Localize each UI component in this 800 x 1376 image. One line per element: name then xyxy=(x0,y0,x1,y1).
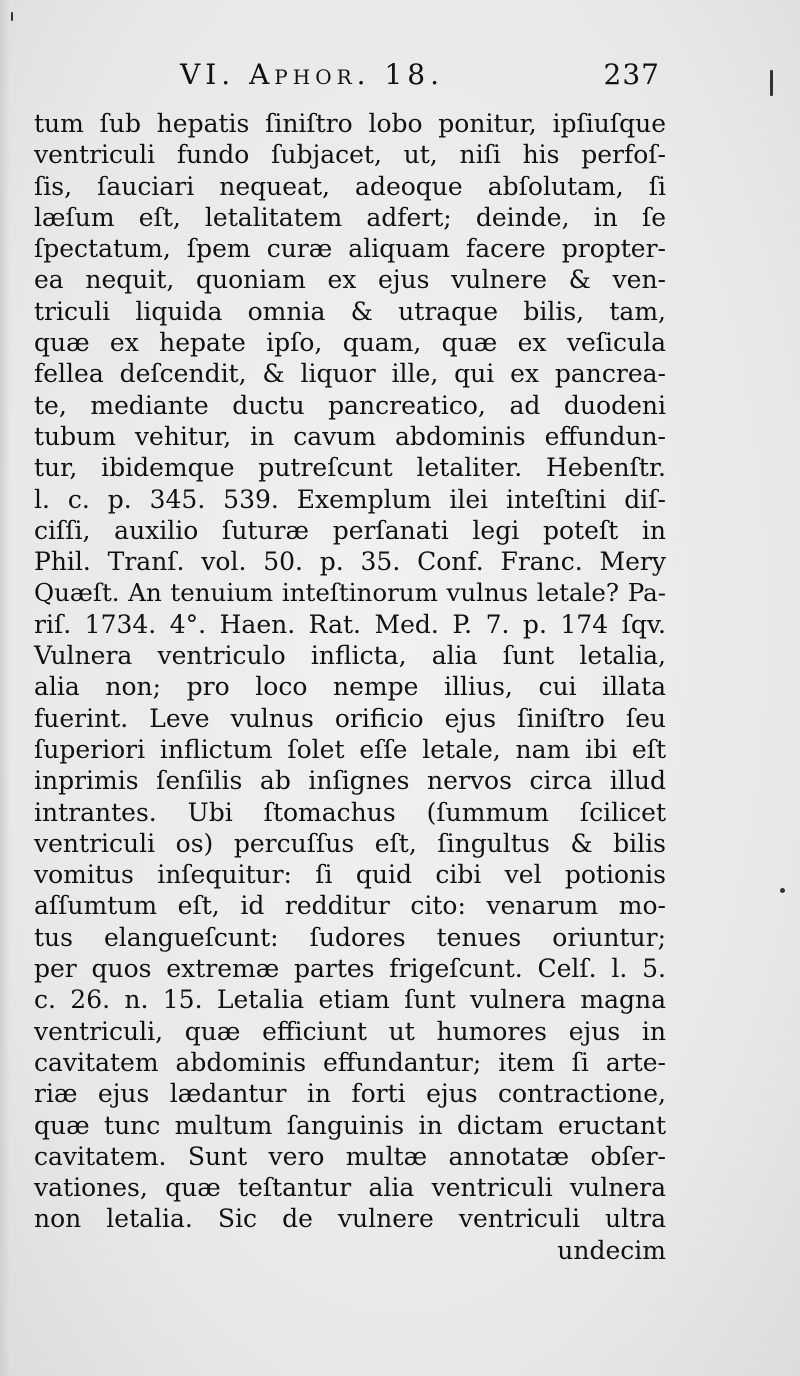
text-line: tur, ibidemque putreſcunt letaliter. Hebenſtr. xyxy=(34,453,666,483)
text-line: tubum vehitur, in cavum abdominis effundun- xyxy=(34,421,666,451)
text-line: triculi liquida omnia & utraque bilis, tam, xyxy=(34,296,666,326)
text-line: fellea deſcendit, & liquor ille, qui ex pancrea- xyxy=(34,359,666,389)
ink-speck xyxy=(11,12,13,21)
text-line: vomitus inſequitur: ſi quid cibi vel potionis xyxy=(34,860,666,890)
text-line: ventriculi, quæ efficiunt ut humores ejus in xyxy=(34,1016,666,1046)
body-text xyxy=(34,108,666,1266)
text-line: vationes, quæ teſtantur alia ventriculi vulnera xyxy=(34,1173,666,1203)
page-number: 237 xyxy=(603,58,660,91)
text-line: quæ tunc multum ſanguinis in dictam eructant xyxy=(34,1110,666,1140)
text-line: aſſumtum eſt, id redditur cito: venarum mo- xyxy=(34,891,666,921)
text-line: tus elangueſcunt: ſudores tenues oriuntur; xyxy=(34,922,666,952)
text-line: c. 26. n. 15. Letalia etiam ſunt vulnera magna xyxy=(34,985,666,1015)
text-line: quæ ex hepate ipſo, quam, quæ ex veſicula xyxy=(34,328,666,358)
text-line: cavitatem. Sunt vero multæ annotatæ obſer- xyxy=(34,1141,666,1171)
running-header xyxy=(180,58,660,98)
text-line: inprimis ſenſilis ab inſignes nervos circa illud xyxy=(34,766,666,796)
text-line: l. c. p. 345. 539. Exemplum ilei inteſtini diſ- xyxy=(34,484,666,514)
text-line: Phil. Tranſ. vol. 50. p. 35. Conf. Franc. Mery xyxy=(34,547,666,577)
text-line: ſpectatum, ſpem curæ aliquam facere propter- xyxy=(34,234,666,264)
text-line: ſis, ſauciari nequeat, adeoque abſolutam, ſi xyxy=(34,171,666,201)
ink-speck xyxy=(780,888,785,893)
text-line: per quos extremæ partes frigeſcunt. Celſ. l. 5. xyxy=(34,954,666,984)
text-line: læſum eſt, letalitatem adfert; deinde, in ſe xyxy=(34,202,666,232)
text-line: cavitatem abdominis effundantur; item ſi arte- xyxy=(34,1047,666,1077)
text-line: tum ſub hepatis ſiniſtro lobo ponitur, ipſiuſque xyxy=(34,109,666,138)
section-heading: VI. Aphor. 18. xyxy=(180,58,444,91)
text-line: alia non; pro loco nempe illius, cui illata xyxy=(34,672,666,702)
page-edge-shadow xyxy=(0,0,10,1376)
text-line: ventriculi os) percuſſus eſt, ſingultus & bilis xyxy=(34,828,666,858)
text-line: riæ ejus lædantur in forti ejus contractione, xyxy=(34,1079,666,1109)
text-line: fuerint. Leve vulnus orificio ejus ſiniſtro ſeu xyxy=(34,703,666,733)
ink-speck xyxy=(770,70,773,96)
text-line: ſuperiori inflictum ſolet eſſe letale, nam ibi eſt xyxy=(34,734,666,764)
text-line: ciſſi, auxilio ſuturæ perſanati legi poteſt in xyxy=(34,515,666,545)
catchword: undecim xyxy=(557,1235,666,1265)
text-line: non letalia. Sic de vulnere ventriculi ultra xyxy=(34,1204,666,1234)
text-line: ventriculi fundo ſubjacet, ut, niſi his perfoſ- xyxy=(34,140,666,170)
text-line: intrantes. Ubi ſtomachus (ſummum ſcilicet xyxy=(34,797,666,827)
text-line: riſ. 1734. 4°. Haen. Rat. Med. P. 7. p. 174 ſqv. xyxy=(34,609,666,639)
text-line: Vulnera ventriculo inflicta, alia ſunt letalia, xyxy=(34,641,666,671)
text-line: Quæſt. An tenuium inteſtinorum vulnus letale? Pa- xyxy=(34,578,666,608)
text-line: ea nequit, quoniam ex ejus vulnere & ven- xyxy=(34,265,666,295)
text-line: te, mediante ductu pancreatico, ad duodeni xyxy=(34,390,666,420)
